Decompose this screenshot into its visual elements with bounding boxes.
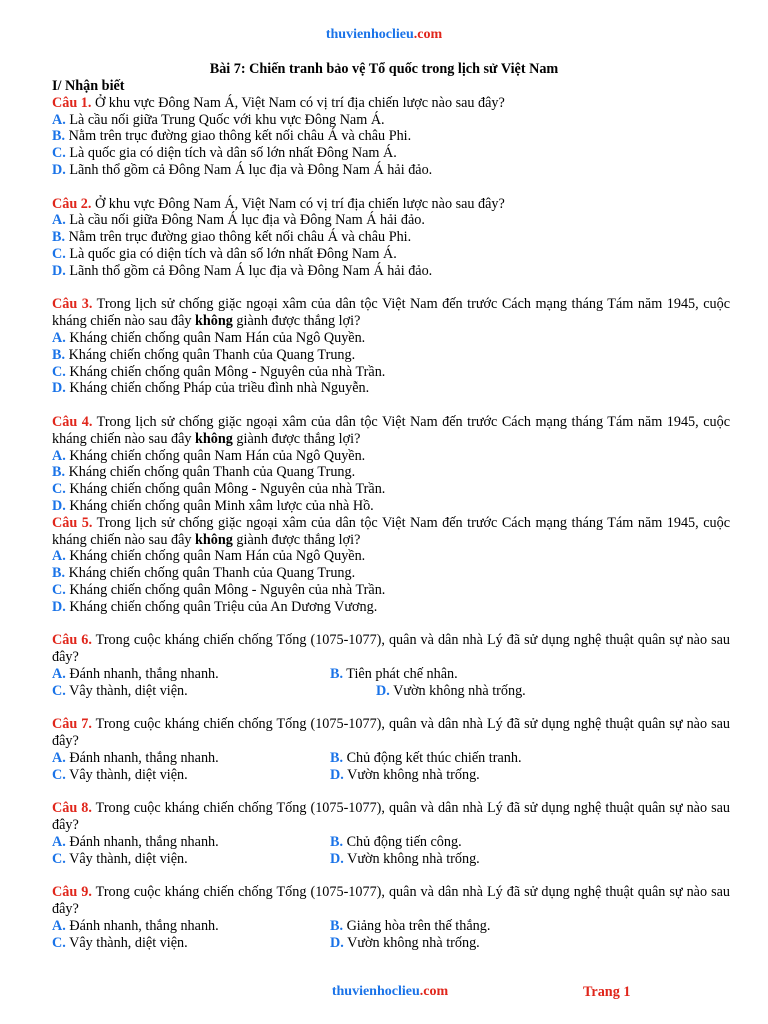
option-row (52, 666, 730, 683)
site-name: thuvienhoclieu (325, 27, 414, 42)
option-letter: D. (52, 262, 66, 279)
question-3 (52, 296, 730, 397)
option-b[interactable] (52, 347, 730, 364)
stem-text: Trong cuộc kháng chiến chống Tống (1075-1077), quân và dân nhà Lý đã sử dụng nghệ thuật quân sự nào sau đây? (52, 884, 730, 918)
question-stem (52, 196, 730, 213)
footer-site-name: thuvienhoclieu (331, 984, 420, 999)
stem-text-end: giành được thắng lợi? (232, 531, 361, 548)
option-a[interactable] (52, 750, 330, 767)
question-1 (52, 95, 730, 179)
option-letter: B. (52, 565, 66, 582)
option-row (52, 851, 730, 868)
site-header[interactable] (0, 27, 768, 43)
question-stem (52, 884, 730, 918)
option-letter: D. (52, 598, 66, 615)
option-text: Vây thành, diệt viện. (65, 850, 188, 867)
question-4 (52, 414, 730, 515)
option-text: Vây thành, diệt viện. (65, 766, 188, 783)
option-text: Kháng chiến chống quân Thanh của Quang Trung. (65, 464, 356, 481)
option-row (52, 918, 730, 935)
option-text: Chủ động kết thúc chiến tranh. (343, 749, 522, 766)
stem-emphasis: không (195, 430, 233, 447)
option-letter: C. (52, 766, 66, 783)
option-text: Kháng chiến chống quân Thanh của Quang Trung. (65, 346, 356, 363)
option-b[interactable] (52, 565, 730, 582)
question-6 (52, 632, 730, 699)
option-text: Là quốc gia có diện tích và dân số lớn nhất Đông Nam Á. (65, 245, 397, 262)
option-d[interactable] (330, 851, 608, 868)
option-text: Giảng hòa trên thế thắng. (343, 917, 491, 934)
option-d[interactable] (330, 767, 608, 784)
stem-text-end: giành được thắng lợi? (232, 313, 361, 330)
option-b[interactable] (330, 834, 608, 851)
option-b[interactable] (330, 918, 608, 935)
option-letter: B. (52, 128, 66, 145)
option-c[interactable] (52, 683, 330, 700)
option-b[interactable] (330, 750, 608, 767)
option-d[interactable] (330, 935, 608, 952)
option-c[interactable] (52, 481, 730, 498)
option-letter: D. (330, 934, 344, 951)
page-number: Trang 1 (583, 984, 631, 1000)
option-letter: C. (52, 363, 66, 380)
option-text: Vây thành, diệt viện. (65, 934, 188, 951)
question-8 (52, 800, 730, 867)
option-d[interactable] (52, 599, 730, 616)
option-c[interactable] (52, 851, 330, 868)
question-number: Câu 7. (52, 716, 92, 733)
option-d[interactable] (52, 498, 730, 515)
option-text: Là cầu nối giữa Trung Quốc với khu vực Đông Nam Á. (65, 111, 385, 128)
option-letter: C. (52, 934, 66, 951)
section-heading: I/ Nhận biết (52, 78, 125, 94)
option-text: Kháng chiến chống quân Mông - Nguyên của nhà Trần. (65, 481, 386, 498)
option-a[interactable] (52, 212, 730, 229)
option-text: Kháng chiến chống Pháp của triều đình nhà Nguyễn. (65, 380, 370, 397)
question-stem (52, 632, 730, 666)
option-c[interactable] (52, 246, 730, 263)
option-text: Là cầu nối giữa Đông Nam Á lục địa và Đông Nam Á hải đảo. (65, 212, 425, 229)
option-letter: B. (52, 464, 66, 481)
option-letter: D. (330, 850, 344, 867)
question-2 (52, 196, 730, 280)
option-text: Đánh nhanh, thắng nhanh. (65, 749, 219, 766)
option-b[interactable] (52, 128, 730, 145)
option-text: Tiên phát chế nhân. (343, 665, 458, 682)
option-text: Vườn không nhà trống. (343, 766, 480, 783)
question-number: Câu 9. (52, 884, 92, 901)
option-c[interactable] (52, 364, 730, 381)
stem-text: Ở khu vực Đông Nam Á, Việt Nam có vị trí địa chiến lược nào sau đây? (91, 94, 505, 111)
option-letter: A. (52, 548, 66, 565)
option-letter: B. (52, 346, 66, 363)
stem-text: Trong cuộc kháng chiến chống Tống (1075-1077), quân và dân nhà Lý đã sử dụng nghệ thuật quân sự nào sau đây? (52, 800, 730, 834)
stem-text-end: giành được thắng lợi? (232, 430, 361, 447)
option-c[interactable] (52, 145, 730, 162)
question-number: Câu 3. (52, 296, 93, 313)
stem-text: Ở khu vực Đông Nam Á, Việt Nam có vị trí địa chiến lược nào sau đây? (91, 195, 505, 212)
option-a[interactable] (52, 330, 730, 347)
stem-text: Trong lịch sử chống giặc ngoại xâm của dân tộc Việt Nam đến trước Cách mạng tháng Tám năm 1945, cuộc kháng chiến nào sau đây (52, 296, 730, 330)
option-letter: D. (330, 766, 344, 783)
option-row (52, 767, 730, 784)
option-row (52, 750, 730, 767)
question-number: Câu 5. (52, 514, 93, 531)
option-b[interactable] (330, 666, 608, 683)
option-letter: C. (52, 581, 66, 598)
option-text: Chủ động tiến công. (343, 833, 462, 850)
stem-text: Trong cuộc kháng chiến chống Tống (1075-1077), quân và dân nhà Lý đã sử dụng nghệ thuật quân sự nào sau đây? (52, 716, 730, 750)
option-d[interactable] (376, 683, 654, 700)
option-letter: C. (52, 145, 66, 162)
option-text: Vườn không nhà trống. (389, 682, 526, 699)
option-letter: B. (330, 665, 344, 682)
option-text: Đánh nhanh, thắng nhanh. (65, 917, 219, 934)
question-number: Câu 2. (52, 195, 92, 212)
option-text: Nằm trên trục đường giao thông kết nối châu Á và châu Phi. (65, 229, 412, 246)
option-a[interactable] (52, 918, 330, 935)
option-text: Kháng chiến chống quân Nam Hán của Ngô Quyền. (65, 447, 366, 464)
option-letter: A. (52, 833, 66, 850)
worksheet-body (52, 78, 730, 951)
question-stem (52, 414, 730, 448)
option-text: Kháng chiến chống quân Mông - Nguyên của nhà Trần. (65, 363, 386, 380)
option-text: Vườn không nhà trống. (343, 850, 480, 867)
option-text: Kháng chiến chống quân Mông - Nguyên của nhà Trần. (65, 581, 386, 598)
option-a[interactable] (52, 448, 730, 465)
option-letter: A. (52, 329, 66, 346)
option-text: Kháng chiến chống quân Nam Hán của Ngô Quyền. (65, 329, 366, 346)
option-text: Vây thành, diệt viện. (65, 682, 188, 699)
option-b[interactable] (52, 229, 730, 246)
option-c[interactable] (52, 935, 330, 952)
option-text: Nằm trên trục đường giao thông kết nối châu Á và châu Phi. (65, 128, 412, 145)
option-letter: C. (52, 682, 66, 699)
option-letter: B. (330, 749, 344, 766)
question-stem (52, 95, 730, 112)
option-text: Kháng chiến chống quân Triệu của An Dương Vương. (65, 598, 378, 615)
question-stem (52, 296, 730, 330)
option-text: Đánh nhanh, thắng nhanh. (65, 833, 219, 850)
option-letter: A. (52, 447, 66, 464)
question-7 (52, 716, 730, 783)
option-text: Là quốc gia có diện tích và dân số lớn nhất Đông Nam Á. (65, 145, 397, 162)
stem-text: Trong lịch sử chống giặc ngoại xâm của dân tộc Việt Nam đến trước Cách mạng tháng Tám năm 1945, cuộc kháng chiến nào sau đây (52, 413, 730, 447)
option-row (52, 935, 730, 952)
question-9 (52, 884, 730, 951)
question-stem (52, 515, 730, 549)
option-letter: C. (52, 850, 66, 867)
option-d[interactable] (52, 263, 730, 280)
option-text: Kháng chiến chống quân Minh xâm lược của nhà Hồ. (65, 497, 374, 514)
option-a[interactable] (52, 548, 730, 565)
option-letter: D. (52, 497, 66, 514)
option-letter: D. (376, 682, 390, 699)
question-5 (52, 515, 730, 616)
footer-site-tld: .com (419, 984, 449, 999)
option-d[interactable] (52, 162, 730, 179)
option-letter: A. (52, 665, 66, 682)
option-a[interactable] (52, 834, 330, 851)
question-stem (52, 716, 730, 750)
stem-text: Trong lịch sử chống giặc ngoại xâm của dân tộc Việt Nam đến trước Cách mạng tháng Tám năm 1945, cuộc kháng chiến nào sau đây (52, 514, 730, 548)
footer-site-link[interactable] (0, 984, 768, 1000)
page-title: Bài 7: Chiến tranh bảo vệ Tổ quốc trong lịch sử Việt Nam (209, 61, 559, 77)
option-letter: D. (52, 380, 66, 397)
option-text: Kháng chiến chống quân Thanh của Quang Trung. (65, 565, 356, 582)
option-letter: A. (52, 111, 66, 128)
option-text: Kháng chiến chống quân Nam Hán của Ngô Quyền. (65, 548, 366, 565)
question-stem (52, 800, 730, 834)
option-b[interactable] (52, 464, 730, 481)
option-a[interactable] (52, 112, 730, 129)
stem-text: Trong cuộc kháng chiến chống Tống (1075-1077), quân và dân nhà Lý đã sử dụng nghệ thuật quân sự nào sau đây? (52, 632, 730, 666)
option-letter: A. (52, 212, 66, 229)
option-text: Lãnh thổ gồm cả Đông Nam Á lục địa và Đông Nam Á hải đảo. (65, 161, 433, 178)
option-c[interactable] (52, 582, 730, 599)
option-d[interactable] (52, 380, 730, 397)
option-letter: B. (330, 833, 344, 850)
option-letter: A. (52, 749, 66, 766)
option-letter: A. (52, 917, 66, 934)
option-c[interactable] (52, 767, 330, 784)
option-letter: C. (52, 481, 66, 498)
question-number: Câu 8. (52, 800, 92, 817)
option-text: Lãnh thổ gồm cả Đông Nam Á lục địa và Đông Nam Á hải đảo. (65, 262, 433, 279)
question-number: Câu 4. (52, 413, 93, 430)
option-letter: B. (52, 229, 66, 246)
site-tld: .com (413, 27, 443, 42)
option-letter: B. (330, 917, 344, 934)
option-letter: C. (52, 245, 66, 262)
stem-emphasis: không (195, 531, 233, 548)
option-a[interactable] (52, 666, 330, 683)
stem-emphasis: không (195, 313, 233, 330)
option-text: Vườn không nhà trống. (343, 934, 480, 951)
question-number: Câu 1. (52, 94, 92, 111)
option-row (52, 683, 730, 700)
option-text: Đánh nhanh, thắng nhanh. (65, 665, 219, 682)
option-row (52, 834, 730, 851)
option-letter: D. (52, 161, 66, 178)
question-number: Câu 6. (52, 632, 92, 649)
